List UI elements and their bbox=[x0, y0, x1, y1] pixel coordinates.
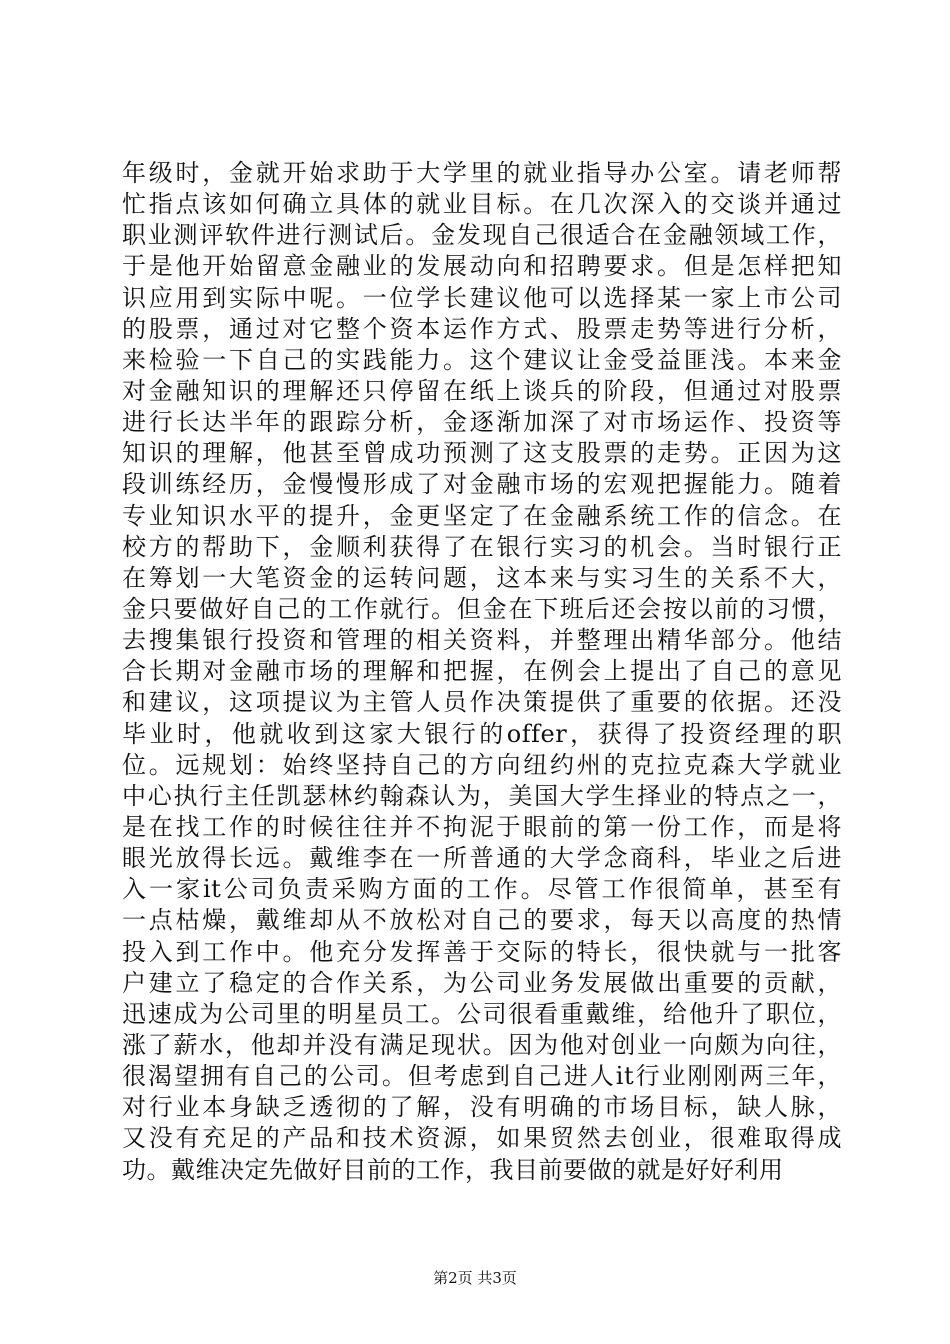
text-line: 进行长达半年的跟踪分析，金逐渐加深了对市场运作、投资等 bbox=[122, 408, 842, 437]
text-line: 投入到工作中。他充分发挥善于交际的特长，很快就与一批客 bbox=[122, 937, 842, 966]
text-line: 中心执行主任凯瑟林约翰森认为，美国大学生择业的特点之一， bbox=[122, 781, 842, 810]
text-line: 去搜集银行投资和管理的相关资料，并整理出精华部分。他结 bbox=[122, 626, 842, 655]
text-line: 入一家it公司负责采购方面的工作。尽管工作很简单，甚至有 bbox=[122, 875, 842, 904]
text-line: 和建议，这项提议为主管人员作决策提供了重要的依据。还没 bbox=[122, 688, 842, 717]
text-line: 年级时，金就开始求助于大学里的就业指导办公室。请老师帮 bbox=[122, 159, 842, 187]
body-text bbox=[122, 158, 842, 1186]
text-line: 合长期对金融市场的理解和把握，在例会上提出了自己的意见 bbox=[122, 657, 842, 686]
text-line: 金只要做好自己的工作就行。但金在下班后还会按以前的习惯， bbox=[122, 594, 842, 623]
text-line: 来检验一下自己的实践能力。这个建议让金受益匪浅。本来金 bbox=[122, 345, 842, 374]
text-line: 专业知识水平的提升，金更坚定了在金融系统工作的信念。在 bbox=[122, 501, 842, 530]
text-line: 很渴望拥有自己的公司。但考虑到自己进人it行业刚刚两三年， bbox=[122, 1062, 842, 1091]
text-line: 对行业本身缺乏透彻的了解，没有明确的市场目标，缺人脉， bbox=[122, 1093, 842, 1122]
text-line: 校方的帮助下，金顺利获得了在银行实习的机会。当时银行正 bbox=[122, 532, 842, 561]
text-line: 位。远规划：始终坚持自己的方向纽约州的克拉克森大学就业 bbox=[122, 750, 842, 779]
text-line: 毕业时，他就收到这家大银行的offer，获得了投资经理的职 bbox=[122, 719, 842, 748]
text-line: 职业测评软件进行测试后。金发现自己很适合在金融领域工作， bbox=[122, 221, 842, 250]
text-line: 迅速成为公司里的明星员工。公司很看重戴维，给他升了职位， bbox=[122, 999, 842, 1028]
text-line: 识应用到实际中呢。一位学长建议他可以选择某一家上市公司 bbox=[122, 283, 842, 312]
text-line: 是在找工作的时候往往并不拘泥于眼前的第一份工作，而是将 bbox=[122, 812, 842, 841]
text-line: 段训练经历，金慢慢形成了对金融市场的宏观把握能力。随着 bbox=[122, 470, 842, 499]
text-line: 对金融知识的理解还只停留在纸上谈兵的阶段，但通过对股票 bbox=[122, 376, 842, 405]
text-line: 户建立了稳定的合作关系，为公司业务发展做出重要的贡献， bbox=[122, 968, 842, 997]
text-line: 于是他开始留意金融业的发展动向和招聘要求。但是怎样把知 bbox=[122, 252, 842, 281]
text-line: 忙指点该如何确立具体的就业目标。在几次深入的交谈并通过 bbox=[122, 190, 842, 219]
text-line: 的股票，通过对它整个资本运作方式、股票走势等进行分析， bbox=[122, 314, 842, 343]
text-line: 又没有充足的产品和技术资源，如果贸然去创业，很难取得成 bbox=[122, 1124, 842, 1153]
page-footer: 第2页 共3页 bbox=[433, 1269, 517, 1287]
text-line: 一点枯燥，戴维却从不放松对自己的要求，每天以高度的热情 bbox=[122, 906, 842, 935]
text-line: 在筹划一大笔资金的运转问题，这本来与实习生的关系不大， bbox=[122, 563, 842, 592]
text-line: 眼光放得长远。戴维李在一所普通的大学念商科，毕业之后进 bbox=[122, 844, 842, 873]
text-line: 功。戴维决定先做好目前的工作，我目前要做的就是好好利用 bbox=[122, 1155, 784, 1184]
text-line: 知识的理解，他甚至曾成功预测了这支股票的走势。正因为这 bbox=[122, 439, 842, 468]
text-line: 涨了薪水，他却并没有满足现状。因为他对创业一向颇为向往， bbox=[122, 1030, 842, 1059]
